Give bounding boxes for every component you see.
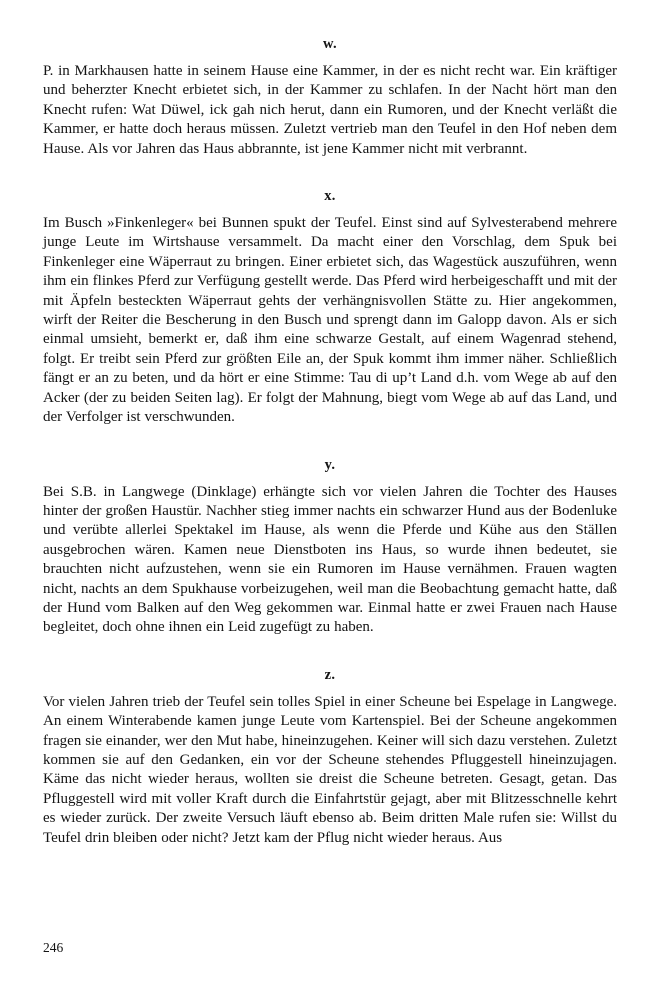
section-z xyxy=(43,667,617,848)
section-body-z: Vor vielen Jahren trieb der Teufel sein tolles Spiel in einer Scheune bei Espelage in Langwege. An einem Winterabende kamen junge Leute vom Kartenspiel. Bei der Scheune angekommen fragen sie einander, wer den Mut habe, hineinzugehen. Keiner will sich dazu verstehen. Zuletzt kommen sie auf den Gedanken, ein vor der Scheune stehendes Pfluggestell hineinzujagen. Käme das nicht wieder heraus, wollten sie dreist die Scheune betreten. Gesagt, getan. Das Pfluggestell wird mit voller Kraft durch die Einfahrtstür gejagt, aber mit Blitzesschnelle kehrt es wieder zurück. Der zweite Versuch läuft ebenso ab. Beim dritten Male rufen sie: Willst du Teufel drin bleiben oder nicht? Jetzt kam der Pflug nicht wieder heraus. Aus xyxy=(43,693,617,846)
section-heading-y: y. xyxy=(324,456,336,473)
section-heading-z: z. xyxy=(324,666,336,683)
section-y xyxy=(43,457,617,638)
section-heading-w: w. xyxy=(323,36,337,52)
section-body-y: Bei S.B. in Langwege (Dinklage) erhängte sich vor vielen Jahren die Tochter des Hauses hinter der großen Haustür. Nachher stieg immer nachts ein schwarzer Hund aus der Bodenluke und verübte allerlei Spektakel im Hause, als wenn die Pferde und Kühe aus den Ställen ausgebrochen wären. Kamen neue Dienstboten ins Haus, so wurde ihnen bedeutet, sie brauchten nicht aufzustehen, wenn sie ein Rumoren im Hause vernähmen. Frauen wagten nicht, nachts an dem Spukhause vorbeizugehen, weil man die Beobachtung gemacht hatte, daß der Hund vom Balken auf den Weg gekommen war. Einmal hatte er zwei Frauen nach Hause begleitet, doch ohne ihnen ein Leid zugefügt zu haben. xyxy=(43,483,617,636)
section-body-w: P. in Markhausen hatte in seinem Hause eine Kammer, in der es nicht recht war. Ein kräftiger und beherzter Knecht erbietet sich, in der Kammer zu schlafen. In der Nacht hört man den Knecht rufen: Wat Düwel, ick gah nich herut, dann ein Rumoren, und der Knecht verläßt die Kammer, er hatte doch heraus müssen. Zuletzt vertrieb man den Teufel in den Hof neben dem Hause. Als vor Jahren das Haus abbrannte, ist jene Kammer nicht mit verbrannt. xyxy=(43,63,617,157)
section-w xyxy=(43,36,617,159)
section-heading-x: x. xyxy=(324,188,336,205)
page-number: 246 xyxy=(43,940,64,955)
section-x xyxy=(43,188,617,427)
section-body-x: Im Busch »Finkenleger« bei Bunnen spukt der Teufel. Einst sind auf Sylvesterabend mehrere junge Leute im Wirtshause versammelt. Da macht einer den Vorschlag, dem Spuk bei Finkenleger eine Wäperraut zu bringen. Einer erbietet sich, das Wagestück auszuführen, wenn ihm ein flinkes Pferd zur Verfügung gestellt werde. Das Pferd wird herbeigeschafft und mit der mit Äpfeln besteckten Wäperraut gehts der verhängnisvollen Stätte zu. Hier angekommen, wirft der Reiter die Bescherung in den Busch und sprengt dann im Galopp davon. Als er sich einmal umsieht, bemerkt er, daß ihm eine schwarze Gestalt, auf einem Wagenrad stehend, folgt. Er treibt sein Pferd zur größten Eile an, der Spuk kommt ihm immer näher. Schließlich fängt er an zu beten, und da hört er eine Stimme: Tau di up’t Land d.h. vom Wege ab auf den Acker (der zu beiden Seiten lag). Er folgt der Mahnung, biegt vom Wege ab auf das Land, und der Verfolger ist verschwunden. xyxy=(43,215,617,426)
